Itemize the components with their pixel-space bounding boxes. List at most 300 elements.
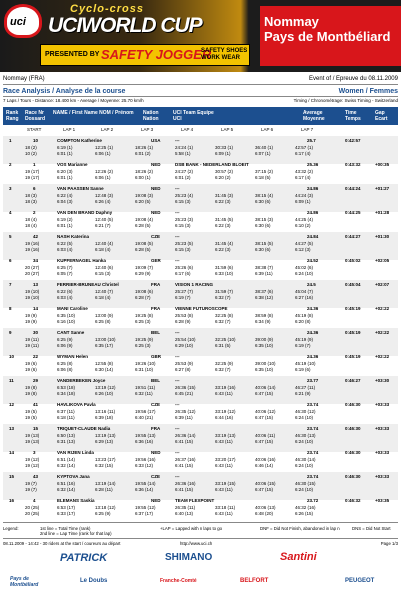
total-time-cell: 18 (4)	[25, 217, 37, 222]
nation-cell: GBR	[151, 354, 161, 359]
name-cell: ELEMANS Saskia	[57, 498, 95, 503]
lap-time-cell: 6:45 (21)	[175, 391, 194, 396]
lap-time-cell: 6:24 (10)	[295, 487, 314, 492]
rank-cell: 16	[9, 498, 15, 503]
total-time-cell: 31:45 (5)	[215, 217, 234, 222]
race-nr-cell: 29	[33, 378, 39, 383]
total-time-cell: 6:37 (11)	[57, 409, 75, 414]
lap-time-cell: 6:26 (10)	[95, 391, 114, 396]
sponsor-strip	[40, 44, 250, 66]
time-cell: 0:46:27	[345, 378, 361, 383]
col-lap: LAP 7	[301, 127, 314, 132]
name-cell: COMPTON Katherine	[57, 138, 102, 143]
total-time-cell: 46:32 (16)	[295, 505, 316, 510]
lap-time-cell: 6:39 (18)	[95, 415, 114, 420]
lap-time-cell: 19 (12)	[25, 463, 40, 468]
total-time-cell: 46:27 (11)	[295, 385, 316, 390]
total-time-cell: 45:04 (7)	[295, 289, 314, 294]
lap-time-cell: 6:16 (10)	[57, 319, 76, 324]
lap-time-cell: 6:43 (11)	[215, 391, 233, 396]
header-banner	[0, 0, 401, 72]
total-time-cell: 25:54 (10)	[175, 337, 196, 342]
total-time-cell: 33:19 (16)	[215, 385, 236, 390]
venue-line1: Nommay	[264, 14, 319, 29]
total-time-cell: 38:15 (3)	[255, 217, 274, 222]
team-cell: ---	[175, 426, 180, 431]
laps-header	[3, 126, 398, 134]
lap-time-cell: 6:25 (3)	[135, 319, 151, 324]
lap-time-cell: 6:25 (3)	[135, 343, 151, 348]
lap-time-cell: 19 (11)	[25, 343, 39, 348]
total-time-cell: 6:19 (2)	[57, 217, 73, 222]
team-cell: ---	[175, 402, 180, 407]
nation-cell: USA	[151, 138, 161, 143]
time-cell: 0:45:19	[345, 330, 361, 335]
time-cell: 0:46:30	[345, 402, 361, 407]
total-time-cell: 19 (8)	[25, 385, 37, 390]
total-time-cell: 32:25 (9)	[215, 361, 234, 366]
average-cell: 24.86	[307, 210, 319, 215]
lap-time-cell: 19 (10)	[25, 295, 40, 300]
lap-time-cell: 6:29 (13)	[95, 439, 114, 444]
gap-cell: +03:30	[375, 378, 390, 383]
total-time-cell: 13:19 (12)	[95, 385, 116, 390]
total-time-cell: 45:19 (10)	[295, 361, 316, 366]
col-time: Time Temps	[345, 110, 361, 122]
analysis-title: Race Analysis / Analyse de la course	[3, 88, 126, 95]
lap-time-cell: 19 (9)	[25, 319, 37, 324]
name-cell: FERRIER-BRUNEAU Christel	[57, 282, 119, 287]
total-time-cell: 6:51 (14)	[57, 457, 76, 462]
peugeot-logo: PEUGEOT	[345, 578, 375, 584]
total-time-cell: 6:22 (4)	[57, 193, 73, 198]
race-nr-cell: 42	[33, 234, 39, 239]
total-time-cell: 31:45 (3)	[215, 193, 234, 198]
lap-time-cell: 6:19 (6)	[295, 367, 311, 372]
race-nr-cell: 1	[33, 162, 36, 167]
total-time-cell: 25:26 (6)	[175, 265, 194, 270]
gap-cell: +02:22	[375, 306, 390, 311]
team-cell: ---	[175, 234, 180, 239]
legend-dns: DNS = Did Not Start	[352, 526, 391, 531]
rank-cell: 3	[9, 186, 12, 191]
total-time-cell: 38:37 (6)	[255, 289, 274, 294]
rank-cell: 14	[9, 450, 15, 455]
lap-time-cell: 6:35 (10)	[255, 367, 274, 372]
lap-time-cell: 6:22 (3)	[215, 223, 231, 228]
name-cell: MANI Caroline	[57, 306, 88, 311]
total-time-cell: 38:59 (8)	[255, 313, 274, 318]
total-time-cell: 25:23 (3)	[175, 217, 194, 222]
nation-cell: NED	[151, 450, 161, 455]
nation-cell: BEL	[151, 378, 160, 383]
lap-time-cell: 20 (25)	[25, 511, 40, 516]
lap-time-cell: 6:38 (12)	[255, 295, 274, 300]
lap-time-cell: 6:03 (4)	[57, 295, 73, 300]
lap-time-cell: 6:47 (15)	[255, 391, 274, 396]
presented-by: PRESENTED BY	[45, 51, 100, 58]
lap-time-cell: 6:12 (3)	[295, 247, 311, 252]
gap-cell: +03:33	[375, 426, 390, 431]
divider	[3, 522, 398, 523]
total-time-cell: 26:37 (16)	[175, 457, 196, 462]
lap-time-cell: 6:05 (7)	[57, 271, 73, 276]
col-lap: LAP 3	[141, 127, 154, 132]
timing-info: Timing / Chronométrage: Swiss Timing - Switzerland	[293, 98, 398, 103]
total-time-cell: 46:30 (13)	[295, 433, 316, 438]
name-cell: NASH Katerina	[57, 234, 90, 239]
lap-time-cell: 6:31 (13)	[57, 439, 76, 444]
total-time-cell: 37:15 (2)	[255, 169, 274, 174]
doubs-logo: Le Doubs	[80, 578, 108, 584]
total-time-cell: 46:30 (14)	[295, 457, 316, 462]
total-time-cell: 13:19 (13)	[95, 433, 116, 438]
lap-time-cell: 6:32 (15)	[95, 463, 114, 468]
lap-time-cell: 6:35 (17)	[95, 343, 114, 348]
team-cell: ---	[175, 378, 180, 383]
gap-cell: +02:05	[375, 258, 390, 263]
total-time-cell: 19 (11)	[25, 337, 39, 342]
total-time-cell: 6:53 (17)	[57, 505, 76, 510]
lap-time-cell: 6:24 (10)	[295, 271, 314, 276]
total-time-cell: 13:16 (11)	[95, 409, 116, 414]
lap-time-cell: 6:32 (7)	[215, 295, 231, 300]
total-time-cell: 6:25 (7)	[57, 265, 73, 270]
lap-time-cell: 6:25 (8)	[95, 319, 111, 324]
lap-time-cell: 19 (17)	[25, 175, 40, 180]
total-time-cell: 6:51 (16)	[57, 481, 76, 486]
total-time-cell: 25:27 (7)	[175, 289, 194, 294]
total-time-cell: 19 (16)	[25, 241, 40, 246]
total-time-cell: 12:40 (7)	[95, 289, 114, 294]
gap-cell: +01:28	[375, 210, 390, 215]
gap-cell: +03:35	[375, 498, 390, 503]
lap-time-cell: 6:25 (9)	[95, 511, 111, 516]
total-time-cell: 19 (13)	[25, 433, 40, 438]
name-cell: KUPFERNAGEL Hanka	[57, 258, 106, 263]
rank-cell: 10	[9, 354, 15, 359]
total-time-cell: 12:40 (5)	[95, 217, 114, 222]
lap-time-cell: 6:15 (3)	[175, 247, 191, 252]
lap-time-cell: 6:29 (10)	[175, 343, 194, 348]
team-cell: VIENNE FUTUROSCOPE	[175, 306, 228, 311]
lap-time-cell: 6:41 (15)	[175, 439, 194, 444]
total-time-cell: 26:35 (11)	[175, 505, 196, 510]
average-cell: 25.7	[307, 138, 316, 143]
col-lap: LAP 5	[221, 127, 234, 132]
time-cell: 0:45:04	[345, 282, 361, 287]
divider	[3, 96, 398, 97]
col-nation: Nation Nation	[143, 110, 159, 122]
name-cell: VAN RIJEN Linda	[57, 450, 94, 455]
total-time-cell: 31:59 (7)	[215, 289, 234, 294]
average-cell: 25.36	[307, 162, 319, 167]
lap-time-cell: 6:35 (10)	[255, 343, 274, 348]
team-cell: ---	[175, 330, 180, 335]
total-time-cell: 6:22 (6)	[57, 289, 73, 294]
lap-time-cell: 6:20 (8)	[295, 319, 311, 324]
rank-cell: 5	[9, 234, 12, 239]
time-cell: 0:45:19	[345, 354, 361, 359]
total-time-cell: 30:33 (1)	[215, 145, 234, 150]
average-cell: 24.86	[307, 186, 319, 191]
time-cell: 0:43:32	[345, 162, 361, 167]
total-time-cell: 19:56 (16)	[135, 457, 156, 462]
total-time-cell: 19 (12)	[25, 457, 40, 462]
total-time-cell: 18 (2)	[25, 145, 37, 150]
lap-time-cell: 6:36 (16)	[135, 439, 154, 444]
total-time-cell: 6:50 (13)	[57, 433, 76, 438]
footer-url[interactable]: http://www.uci.ch	[180, 541, 213, 546]
team-cell: TEAM FLEXPOINT	[175, 498, 215, 503]
lap-time-cell: 6:40 (21)	[135, 415, 154, 420]
race-info: 7 Laps / Tours - Distance: 18.400 km - Average / Moyenne: 25.70 km/h	[3, 98, 144, 103]
time-cell: 0:44:25	[345, 210, 361, 215]
lap-time-cell: 6:01 (1)	[57, 223, 73, 228]
total-time-cell: 40:06 (11)	[255, 433, 276, 438]
event-date: Event of / Epreuve du 08.11.2009	[309, 76, 398, 82]
lap-time-cell: 6:20 (5)	[135, 199, 151, 204]
lap-time-cell: 6:33 (17)	[57, 511, 76, 516]
gap-cell: +03:33	[375, 474, 390, 479]
gap-cell: +00:35	[375, 162, 390, 167]
total-time-cell: 19 (7)	[25, 481, 37, 486]
lap-time-cell: 6:31 (5)	[215, 343, 231, 348]
lap-time-cell: 6:33 (10)	[215, 271, 234, 276]
time-cell: 0:44:27	[345, 234, 361, 239]
name-cell: VAN PAASSEN Sanne	[57, 186, 104, 191]
lap-time-cell: 6:15 (3)	[95, 271, 111, 276]
total-time-cell: 19 (5)	[25, 409, 37, 414]
rank-cell: 1	[9, 138, 12, 143]
lap-time-cell: 6:27 (16)	[295, 295, 314, 300]
lap-time-cell: 6:40 (13)	[175, 511, 194, 516]
race-nr-cell: 15	[33, 426, 39, 431]
team-cell: ---	[175, 474, 180, 479]
lap-time-cell: 6:32 (7)	[215, 319, 231, 324]
lap-time-cell: 19 (16)	[25, 247, 40, 252]
race-nr-cell: 34	[33, 258, 39, 263]
lap-time-cell: 6:15 (3)	[175, 199, 191, 204]
total-time-cell: 25:23 (5)	[175, 241, 194, 246]
average-cell: 23.74	[307, 402, 319, 407]
lap-time-cell: 6:32 (7)	[215, 367, 231, 372]
lap-time-cell: 6:03 (4)	[57, 247, 73, 252]
divider	[3, 538, 398, 539]
total-time-cell: 18 (3)	[25, 193, 37, 198]
lap-time-cell: 6:28 (5)	[135, 247, 151, 252]
legend-line2: 2nd line = Lap Time (rank for that lap)	[40, 531, 112, 536]
total-time-cell: 19 (17)	[25, 169, 40, 174]
average-cell: 23.72	[307, 498, 319, 503]
total-time-cell: 33:18 (11)	[215, 505, 236, 510]
total-time-cell: 40:06 (13)	[255, 505, 276, 510]
total-time-cell: 33:19 (13)	[215, 433, 236, 438]
total-time-cell: 19:55 (13)	[135, 433, 156, 438]
total-time-cell: 6:25 (8)	[57, 361, 73, 366]
name-cell: TRIQUET-CLAUDE Nadia	[57, 426, 111, 431]
total-time-cell: 18:26 (1)	[135, 145, 154, 150]
lap-time-cell: 6:09 (1)	[295, 199, 311, 204]
total-time-cell: 24:24 (1)	[175, 145, 194, 150]
nation-cell: BEL	[151, 330, 160, 335]
race-nr-cell: 6	[33, 186, 36, 191]
lap-time-cell: 6:24 (10)	[295, 439, 314, 444]
team-cell: ---	[175, 210, 180, 215]
team-cell: ---	[175, 450, 180, 455]
lap-time-cell: 6:28 (7)	[135, 295, 151, 300]
pays-logo: Pays de Montbéliard	[10, 576, 39, 588]
total-time-cell: 36:40 (1)	[255, 145, 274, 150]
legend-lapped: +LAP = Lapped with n laps to go	[160, 526, 223, 531]
total-time-cell: 31:59 (6)	[215, 265, 234, 270]
sponsor-name: SAFETY JOGGER	[101, 47, 212, 62]
race-nr-cell: 2	[33, 210, 36, 215]
lap-time-cell: 6:36 (14)	[135, 487, 154, 492]
total-time-cell: 6:20 (3)	[57, 169, 73, 174]
total-time-cell: 6:19 (1)	[57, 145, 73, 150]
race-nr-cell: 4	[33, 498, 36, 503]
lap-time-cell: 6:21 (7)	[95, 223, 111, 228]
total-time-cell: 13:18 (12)	[95, 505, 116, 510]
total-time-cell: 40:06 (15)	[255, 481, 276, 486]
total-time-cell: 19 (10)	[25, 289, 40, 294]
name-cell: WYMAN Helen	[57, 354, 89, 359]
total-time-cell: 26:36 (15)	[175, 385, 196, 390]
rank-cell: 6	[9, 258, 12, 263]
lap-time-cell: 6:00 (1)	[135, 175, 151, 180]
shimano-logo: SHIMANO	[165, 552, 213, 563]
table-row	[3, 496, 398, 524]
total-time-cell: 38:15 (4)	[255, 193, 274, 198]
lap-time-cell: 6:17 (4)	[295, 151, 311, 156]
total-time-cell: 26:36 (14)	[175, 433, 196, 438]
nation-cell: FRA	[151, 282, 161, 287]
lap-time-cell: 6:26 (15)	[295, 511, 314, 516]
footer-left: 08.11.2009 - 14:42 - 30 riders at the start / coureurs au départ	[3, 541, 121, 546]
total-time-cell: 13:19 (14)	[95, 481, 116, 486]
total-time-cell: 44:24 (3)	[295, 193, 314, 198]
santini-logo: Santini	[280, 551, 317, 563]
total-time-cell: 32:25 (10)	[215, 337, 236, 342]
team-cell: ---	[175, 138, 180, 143]
lap-time-cell: 6:06 (8)	[57, 367, 73, 372]
lap-time-cell: 18 (3)	[25, 199, 37, 204]
total-time-cell: 13:23 (17)	[95, 457, 116, 462]
total-time-cell: 12:26 (2)	[95, 169, 114, 174]
lap-time-cell: 6:27 (8)	[175, 367, 191, 372]
time-cell: 0:46:30	[345, 426, 361, 431]
lap-time-cell: 6:18 (4)	[95, 295, 111, 300]
gap-cell: +01:27	[375, 186, 390, 191]
average-cell: 24.36	[307, 354, 319, 359]
col-average: Average Moyenne	[303, 110, 325, 122]
total-time-cell: 38:38 (7)	[255, 265, 274, 270]
lap-time-cell: 6:32 (14)	[57, 487, 76, 492]
lap-time-cell: 6:30 (6)	[255, 199, 271, 204]
col-start: START	[27, 127, 42, 132]
lap-time-cell: 6:43 (11)	[215, 439, 233, 444]
race-nr-cell: 14	[33, 306, 39, 311]
lap-time-cell: 6:28 (5)	[135, 223, 151, 228]
lap-time-cell: 6:41 (15)	[175, 463, 194, 468]
total-time-cell: 12:55 (8)	[95, 361, 114, 366]
race-nr-cell: 13	[33, 282, 39, 287]
name-cell: HAVLIKOVA Pavla	[57, 402, 96, 407]
name-cell: VOS Marianne	[57, 162, 88, 167]
rank-cell: 9	[9, 330, 12, 335]
nation-cell: FRA	[151, 306, 161, 311]
race-nr-cell: 10	[33, 138, 39, 143]
rank-cell: 13	[9, 426, 15, 431]
total-time-cell: 33:19 (12)	[215, 409, 236, 414]
total-time-cell: 12:40 (4)	[95, 241, 114, 246]
total-time-cell: 13:00 (9)	[95, 313, 114, 318]
total-time-cell: 19:56 (17)	[135, 409, 156, 414]
average-cell: 24.84	[307, 234, 319, 239]
team-cell: DSB BANK - NEDERLAND BLOEIT	[175, 162, 249, 167]
gap-cell: +02:22	[375, 354, 390, 359]
total-time-cell: 12:40 (6)	[95, 265, 114, 270]
time-cell: 0:45:02	[345, 258, 361, 263]
rank-cell: 4	[9, 210, 12, 215]
lap-time-cell: 6:47 (15)	[255, 439, 274, 444]
gap-cell: +03:33	[375, 402, 390, 407]
lap-time-cell: 6:01 (1)	[57, 151, 73, 156]
col-race-nr: Race Nr Dossard	[25, 110, 46, 122]
total-time-cell: 6:22 (5)	[57, 241, 73, 246]
total-time-cell: 46:30 (12)	[295, 409, 316, 414]
col-name: NAME / First Name NOM / Prénom	[53, 110, 134, 116]
total-time-cell: 19:25 (8)	[135, 313, 154, 318]
lap-time-cell: 19 (6)	[25, 367, 37, 372]
total-time-cell: 38:15 (5)	[255, 241, 274, 246]
total-time-cell: 19:25 (9)	[135, 337, 154, 342]
name-cell: VAN DEN BRAND Daphny	[57, 210, 113, 215]
lap-time-cell: 6:48 (20)	[255, 511, 274, 516]
total-time-cell: 6:25 (9)	[57, 337, 73, 342]
gap-cell: +02:22	[375, 330, 390, 335]
lap-time-cell: 6:19 (7)	[175, 295, 191, 300]
lap-time-cell: 18 (4)	[25, 223, 37, 228]
total-time-cell: 19 (9)	[25, 313, 37, 318]
total-time-cell: 31:45 (4)	[215, 241, 234, 246]
average-cell: 23.74	[307, 474, 319, 479]
name-cell: VANDERBEKEN Joyce	[57, 378, 106, 383]
category-title: Women / Femmes	[338, 88, 398, 95]
venue-line2: Pays de Montbéliard	[264, 29, 391, 44]
total-time-cell: 19:55 (12)	[135, 505, 156, 510]
total-time-cell: 40:06 (14)	[255, 385, 276, 390]
lap-time-cell: 6:32 (11)	[135, 391, 153, 396]
table-header	[3, 107, 398, 125]
col-lap: LAP 1	[63, 127, 76, 132]
nation-cell: NED	[151, 498, 161, 503]
total-time-cell: 18:26 (2)	[135, 169, 154, 174]
lap-time-cell: 6:39 (11)	[255, 271, 273, 276]
race-nr-cell: 3	[33, 450, 36, 455]
legend-dnf: DNF = Did Not Finish, abandoned in lap n	[260, 526, 340, 531]
franche-comte-logo: Franche-Comté	[160, 578, 197, 584]
total-time-cell: 39:00 (10)	[255, 361, 276, 366]
lap-time-cell: 6:20 (2)	[215, 175, 231, 180]
nation-cell: NED	[151, 210, 161, 215]
total-time-cell: 19 (6)	[25, 361, 37, 366]
race-nr-cell: 30	[33, 330, 39, 335]
lap-time-cell: 6:46 (14)	[255, 463, 274, 468]
rank-cell: 8	[9, 306, 12, 311]
lap-time-cell: 6:15 (3)	[175, 223, 191, 228]
